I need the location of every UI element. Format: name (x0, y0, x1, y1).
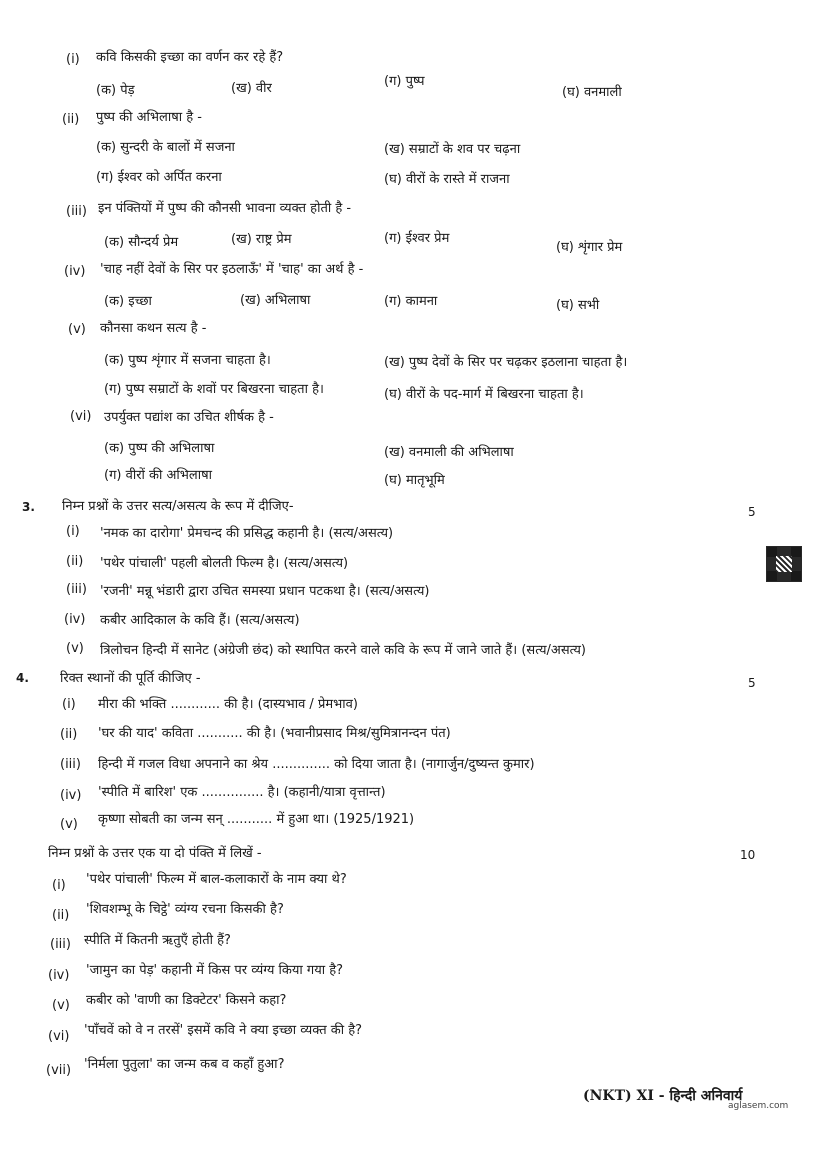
q4-i-text: मीरा की भक्ति ............ की है। (दास्यभाव / प्रेमभाव) (98, 697, 358, 712)
q2-iv-opt-c: (ग) कामना (384, 294, 438, 309)
q2-iii-opt-d: (घ) शृंगार प्रेम (556, 240, 623, 255)
q4-marks: 5 (748, 676, 756, 690)
q4-ii-text: 'घर की याद' कविता ........... की है। (भवानीप्रसाद मिश्र/सुमित्रानन्दन पंत) (98, 726, 451, 741)
q5-iii-num: (iii) (50, 937, 71, 952)
q2-vi-opt-b: (ख) वनमाली की अभिलाषा (384, 445, 514, 460)
q5-vii-num: (vii) (46, 1063, 72, 1078)
q4-v-text: कृष्णा सोबती का जन्म सन् ........... में हुआ था। (1925/1921) (98, 812, 415, 827)
q5-vi-num: (vi) (48, 1029, 70, 1044)
q3-v-text: त्रिलोचन हिन्दी में सानेट (अंग्रेजी छंद) को स्थापित करने वाले कवि के रूप में जाने जाते हैं। (सत्य/असत्य) (100, 643, 586, 658)
q2-v-opt-c: (ग) पुष्प सम्राटों के शवों पर बिखरना चाहता है। (104, 382, 324, 397)
q3-ii-text: 'पथेर पांचाली' पहली बोलती फिल्म है। (सत्य/असत्य) (100, 556, 349, 571)
q2-ii-opt-a: (क) सुन्दरी के बालों में सजना (96, 140, 235, 155)
q2-v-opt-b: (ख) पुष्प देवों के सिर पर चढ़कर इठलाना चाहता है। (384, 355, 628, 370)
q3-iv-num: (iv) (64, 612, 86, 627)
q3-iii-num: (iii) (66, 582, 87, 597)
q5-ii-num: (ii) (52, 908, 70, 923)
q2-iii-opt-a: (क) सौन्दर्य प्रेम (104, 235, 179, 250)
q2-iii-num: (iii) (66, 204, 87, 219)
q2-i-opt-b: (ख) वीर (231, 81, 272, 96)
q2-i-text: कवि किसकी इच्छा का वर्णन कर रहे हैं? (96, 50, 284, 65)
q2-iv-text: 'चाह नहीं देवों के सिर पर इठलाऊँ' में 'चाह' का अर्थ है - (100, 262, 364, 277)
q2-iv-opt-d: (घ) सभी (556, 298, 600, 313)
footer-brand: aglasem.com (728, 1101, 789, 1111)
q2-iv-opt-a: (क) इच्छा (104, 294, 152, 309)
q5-iv-text: 'जामुन का पेड़' कहानी में किस पर व्यंग्य किया गया है? (86, 963, 344, 978)
q5-v-text: कबीर को 'वाणी का डिक्टेटर' किसने कहा? (86, 993, 287, 1008)
q5-vi-text: 'पाँचवें को वे न तरसें' इसमें कवि ने क्या इच्छा व्यक्त की है? (84, 1023, 363, 1038)
q3-iii-text: 'रजनी' मन्नू भंडारी द्वारा उचित समस्या प्रधान पटकथा है। (सत्य/असत्य) (100, 584, 430, 599)
q4-iv-text: 'स्पीति में बारिश' एक ............... है। (कहानी/यात्रा वृत्तान्त) (98, 785, 386, 800)
q4-i-num: (i) (62, 697, 76, 712)
q2-vi-num: (vi) (70, 409, 92, 424)
q2-iii-opt-c: (ग) ईश्वर प्रेम (384, 231, 450, 246)
q5-v-num: (v) (52, 998, 70, 1013)
q4-v-num: (v) (60, 817, 78, 832)
q3-i-num: (i) (66, 524, 80, 539)
q5-marks: 10 (740, 848, 756, 862)
q2-i-opt-d: (घ) वनमाली (562, 85, 622, 100)
qr-code-icon (766, 546, 802, 582)
q2-ii-opt-b: (ख) सम्राटों के शव पर चढ़ना (384, 142, 521, 157)
q2-v-num: (v) (68, 322, 86, 337)
q4-iii-num: (iii) (60, 757, 81, 772)
q2-iii-text: इन पंक्तियों में पुष्प की कौनसी भावना व्यक्त होती है - (98, 201, 352, 216)
q3-i-text: 'नमक का दारोगा' प्रेमचन्द की प्रसिद्ध कहानी है। (सत्य/असत्य) (100, 526, 394, 541)
q4-ii-num: (ii) (60, 727, 78, 742)
q3-heading: निम्न प्रश्नों के उत्तर सत्य/असत्य के रूप में दीजिए- (62, 499, 294, 514)
q2-vi-opt-d: (घ) मातृभूमि (384, 473, 445, 488)
q5-iii-text: स्पीति में कितनी ऋतुएँ होती हैं? (84, 933, 231, 948)
q2-i-num: (i) (66, 52, 80, 67)
q2-i-opt-c: (ग) पुष्प (384, 74, 425, 89)
footer-paper-code: (NKT) XI - हिन्दी अनिवार्य (583, 1088, 743, 1104)
q4-iii-text: हिन्दी में गजल विधा अपनाने का श्रेय .............. को दिया जाता है। (नागार्जुन/दुष्यन्त कुमार) (98, 757, 535, 772)
q3-marks: 5 (748, 505, 756, 519)
q2-ii-opt-c: (ग) ईश्वर को अर्पित करना (96, 170, 222, 185)
q5-i-num: (i) (52, 878, 66, 893)
q4-iv-num: (iv) (60, 788, 82, 803)
q2-vi-opt-c: (ग) वीरों की अभिलाषा (104, 468, 212, 483)
q5-i-text: 'पथेर पांचाली' फिल्म में बाल-कलाकारों के नाम क्या थे? (86, 872, 347, 887)
q3-number: 3. (22, 500, 35, 514)
q4-heading: रिक्त स्थानों की पूर्ति कीजिए - (60, 671, 201, 686)
q2-ii-opt-d: (घ) वीरों के रास्ते में राजना (384, 172, 510, 187)
q2-ii-num: (ii) (62, 112, 80, 127)
q3-ii-num: (ii) (66, 554, 84, 569)
q2-v-opt-a: (क) पुष्प शृंगार में सजना चाहता है। (104, 353, 271, 368)
q2-iv-opt-b: (ख) अभिलाषा (240, 293, 311, 308)
q2-iii-opt-b: (ख) राष्ट्र प्रेम (231, 232, 292, 247)
q2-iv-num: (iv) (64, 264, 86, 279)
q5-vii-text: 'निर्मला पुतुला' का जन्म कब व कहाँ हुआ? (84, 1057, 285, 1072)
q5-heading: निम्न प्रश्नों के उत्तर एक या दो पंक्ति में लिखें - (48, 846, 262, 861)
q2-v-text: कौनसा कथन सत्य है - (100, 321, 207, 336)
q4-number: 4. (16, 671, 29, 685)
q2-ii-text: पुष्प की अभिलाषा है - (96, 110, 202, 125)
q2-v-opt-d: (घ) वीरों के पद-मार्ग में बिखरना चाहता है। (384, 387, 584, 402)
q5-ii-text: 'शिवशम्भू के चिट्ठे' व्यंग्य रचना किसकी है? (86, 902, 284, 917)
q5-iv-num: (iv) (48, 968, 70, 983)
q3-v-num: (v) (66, 641, 84, 656)
q3-iv-text: कबीर आदिकाल के कवि हैं। (सत्य/असत्य) (100, 613, 300, 628)
q2-vi-opt-a: (क) पुष्प की अभिलाषा (104, 441, 215, 456)
q2-i-opt-a: (क) पेड़ (96, 83, 135, 98)
q2-vi-text: उपर्युक्त पद्यांश का उचित शीर्षक है - (104, 410, 274, 425)
